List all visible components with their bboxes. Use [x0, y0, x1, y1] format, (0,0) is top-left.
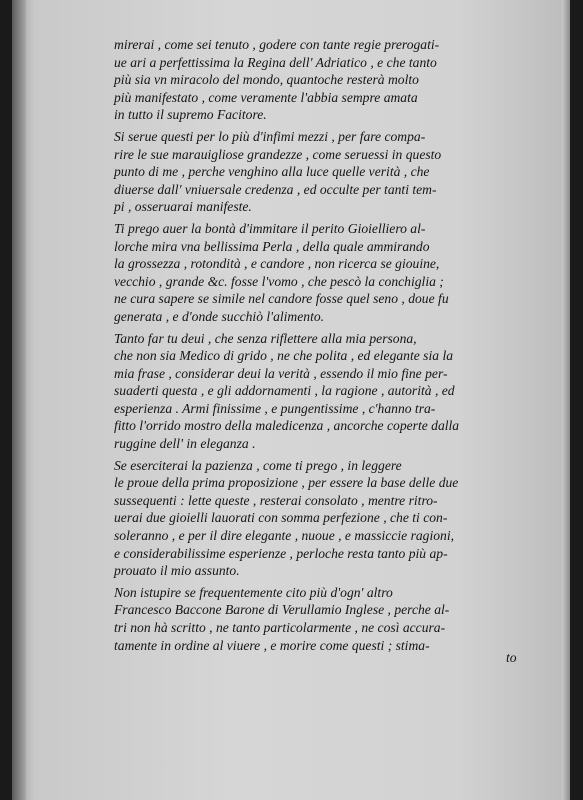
text-line: più manifestato , come veramente l'abbia sempre amata: [114, 89, 418, 105]
text-line: tri non hà scritto , ne tanto particolarmente , ne così accura-: [114, 620, 446, 635]
text-line: Ti prego auer la bontà d'immitare il perito Gioielliero al-: [114, 220, 426, 236]
paragraph-1: [114, 36, 552, 124]
text-line: le proue della prima proposizione , per essere la base delle due: [114, 475, 459, 491]
paragraph-4: [114, 330, 552, 453]
text-line: pi , osseruarai manifeste.: [114, 199, 252, 215]
text-line: ue ari a perfettissima la Regina dell' Adriatico , e che tanto: [114, 54, 437, 70]
book-page: [12, 0, 570, 800]
paragraph-5: [114, 457, 552, 580]
text-line: lorche mira vna bellissima Perla , della quale ammirando: [114, 238, 430, 254]
text-line: la grossezza , rotondità , e candore , non ricerca se giouine,: [114, 256, 440, 272]
text-line: mia frase , considerar deui la verità , essendo il mio fine per-: [114, 365, 448, 381]
text-line: rire le sue marauigliose grandezze , come seruessi in questo: [114, 146, 442, 162]
text-line: Se eserciterai la pazienza , come ti prego , in leggere: [114, 457, 402, 473]
text-line: esperienza . Armi finissime , e pungentissime , c'hanno tra-: [114, 400, 436, 416]
text-line: Si serue questi per lo più d'infimi mezzi , per fare compa-: [114, 128, 426, 144]
text-line: sussequenti : lette queste , resterai consolato , mentre ritro-: [114, 492, 438, 508]
text-line: ne cura sapere se simile nel candore fosse quel seno , doue fu: [114, 291, 449, 307]
text-line: fitto l'orrido mostro della maledicenza , ancorche coperte dalla: [114, 418, 460, 434]
text-line: più sia vn miracolo del mondo, quantoche resterà molto: [114, 72, 419, 88]
text-line: e considerabilissime esperienze , perloche resta tanto più ap-: [114, 545, 448, 561]
text-line: che non sia Medico di grido , ne che polita , ed elegante sia la: [114, 348, 454, 364]
text-line: Tanto far tu deui , che senza riflettere alla mia persona,: [114, 330, 417, 346]
text-line: suaderti questa , e gli addornamenti , la ragione , autorità , ed: [114, 383, 455, 399]
text-line: in tutto il supremo Facitore.: [114, 107, 267, 123]
text-line: Non istupire se frequentemente cito più d'ogn' altro: [114, 584, 393, 600]
paragraph-3: [114, 220, 552, 326]
text-line: diuerse dall' vniuersale credenza , ed occulte per tanti tem-: [114, 181, 437, 197]
paragraph-6: [114, 584, 552, 654]
text-line: vecchio , grande &c. fosse l'vomo , che pescò la conchiglia ;: [114, 273, 444, 289]
catchword: to: [506, 650, 517, 665]
text-line: Francesco Baccone Barone di Verullamio Inglese , perche al-: [114, 602, 450, 618]
page-edge: [562, 0, 570, 800]
text-line: generata , e d'onde succhiò l'alimento.: [114, 308, 325, 324]
page-gutter-shadow: [12, 0, 26, 800]
text-line: ruggine dell' in eleganza .: [114, 436, 256, 452]
page-body: [114, 36, 552, 654]
text-line: prouato il mio assunto.: [114, 563, 240, 579]
text-line: uerai due gioielli lauorati con somma perfezione , che ti con-: [114, 510, 448, 526]
text-line: punto di me , perche venghino alla luce quelle verità , che: [114, 164, 430, 180]
text-line: tamente in ordine al viuere , e morire come questi ; stima-: [114, 637, 430, 653]
text-line: soleranno , e per il dire elegante , nuoue , e massiccie ragioni,: [114, 528, 455, 544]
text-line: mirerai , come sei tenuto , godere con tante regie prerogati-: [114, 37, 440, 52]
paragraph-2: [114, 128, 552, 216]
